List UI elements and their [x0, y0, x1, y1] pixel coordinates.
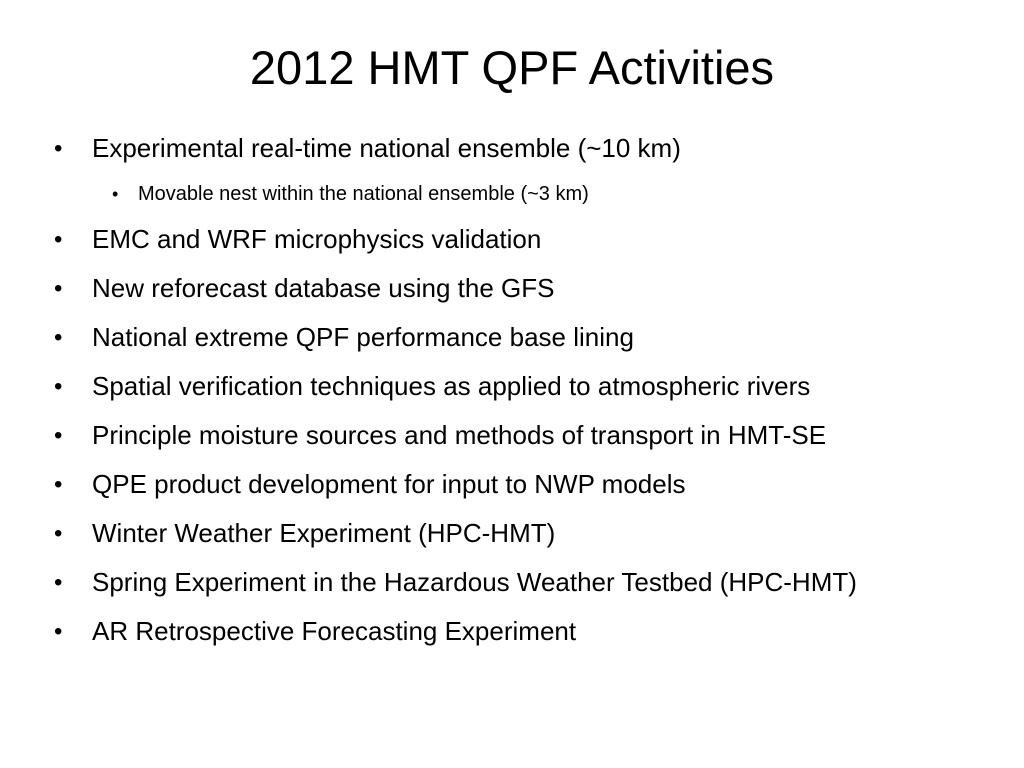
list-item [0, 124, 1024, 173]
bullet-list [0, 124, 1024, 656]
slide-title: 2012 HMT QPF Activities [249, 41, 775, 94]
list-item-text: Spatial verification techniques as applied to atmospheric rivers [92, 371, 811, 401]
sub-list-item [0, 173, 1024, 215]
list-item-text: Principle moisture sources and methods of transport in HMT-SE [92, 420, 827, 450]
list-item-text: AR Retrospective Forecasting Experiment [92, 616, 577, 646]
bullet-icon: • [54, 373, 63, 400]
list-item-text: National extreme QPF performance base lining [92, 322, 634, 352]
list-item [0, 509, 1024, 558]
bullet-icon: • [54, 422, 63, 449]
list-item [0, 313, 1024, 362]
list-item [0, 411, 1024, 460]
bullet-icon: • [54, 520, 63, 547]
bullet-icon: • [54, 471, 63, 498]
list-item [0, 607, 1024, 656]
sub-list-item-text: Movable nest within the national ensemble (~3 km) [138, 183, 589, 205]
list-item-text: Spring Experiment in the Hazardous Weather Testbed (HPC-HMT) [92, 567, 857, 597]
list-item [0, 264, 1024, 313]
bullet-icon: • [54, 226, 63, 253]
list-item [0, 215, 1024, 264]
list-item [0, 362, 1024, 411]
list-item [0, 558, 1024, 607]
list-item-text: QPE product development for input to NWP models [92, 469, 686, 499]
bullet-icon: • [54, 618, 63, 645]
list-item [0, 460, 1024, 509]
bullet-icon: • [54, 569, 63, 596]
bullet-icon: • [112, 184, 119, 204]
list-item-text: Winter Weather Experiment (HPC-HMT) [92, 518, 556, 548]
bullet-icon: • [54, 324, 63, 351]
list-item-text: Experimental real-time national ensemble (~10 km) [92, 133, 681, 163]
bullet-icon: • [54, 135, 63, 162]
bullet-icon: • [54, 275, 63, 302]
list-item-text: New reforecast database using the GFS [92, 273, 555, 303]
list-item-text: EMC and WRF microphysics validation [92, 224, 542, 254]
